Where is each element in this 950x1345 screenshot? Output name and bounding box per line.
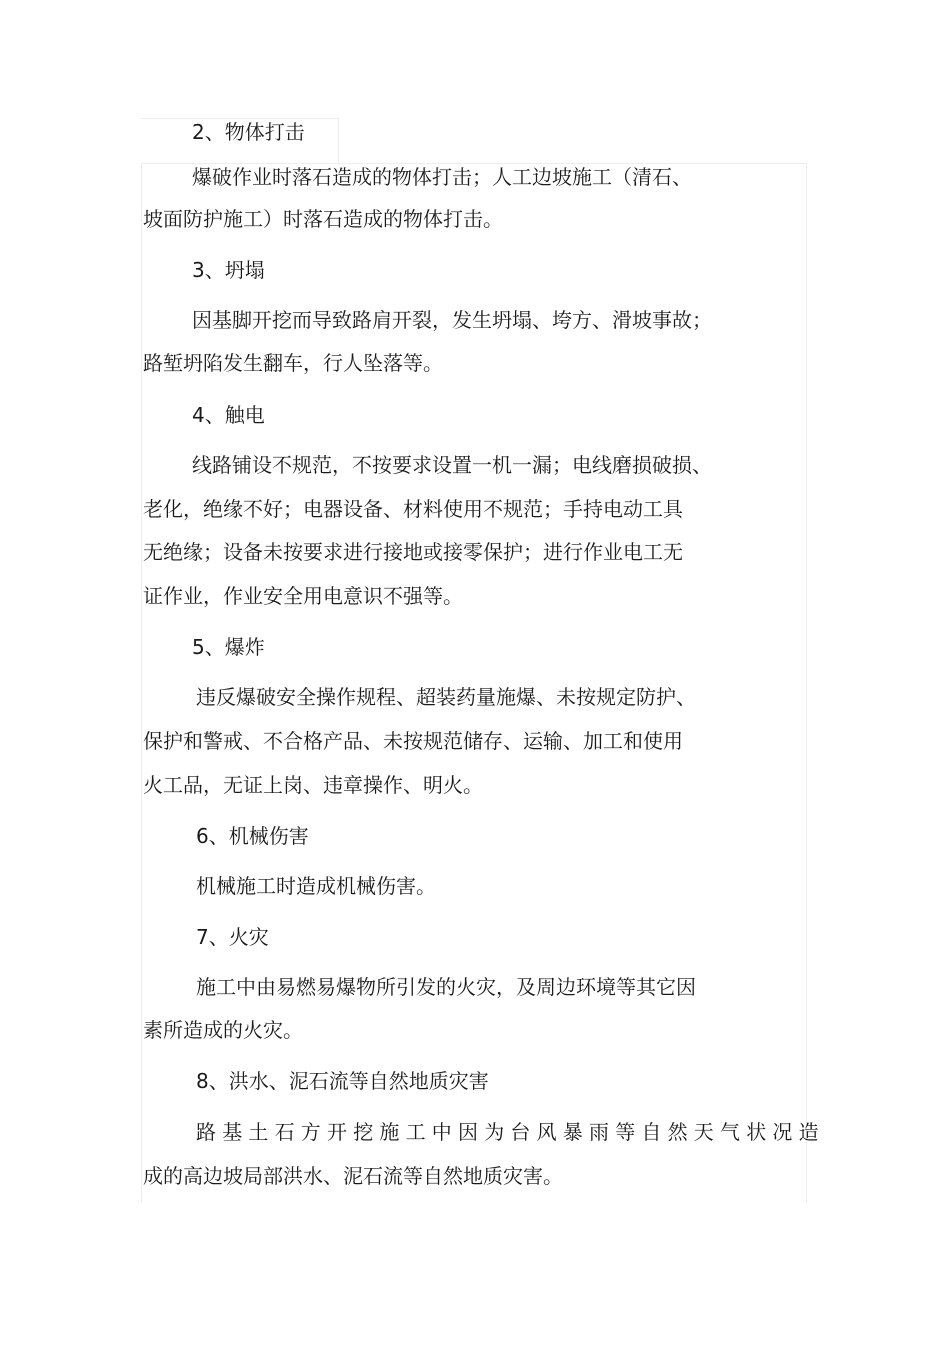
section-5-line-1: 违反爆破安全操作规程、超装药量施爆、未按规定防护、 — [196, 685, 696, 709]
section-3-line-1: 因基脚开挖而导致路肩开裂，发生坍塌、垮方、滑坡事故； — [192, 308, 712, 332]
section-7-line-2: 素所造成的火灾。 — [143, 1018, 303, 1042]
section-heading-7: 7、火灾 — [196, 925, 269, 949]
section-5-line-2: 保护和警戒、不合格产品、未按规范储存、运输、加工和使用 — [143, 729, 683, 753]
section-7-line-1: 施工中由易燃易爆物所引发的火灾，及周边环境等其它因 — [196, 975, 696, 999]
section-2-line-2: 坡面防护施工）时落石造成的物体打击。 — [143, 207, 503, 231]
section-5-line-3: 火工品，无证上岗、违章操作、明火。 — [143, 773, 483, 797]
section-heading-6: 6、机械伤害 — [196, 824, 309, 848]
section-8-line-1: 路基土石方开挖施工中因为台风暴雨等自然天气状况造 — [196, 1120, 825, 1144]
section-heading-3: 3、坍塌 — [192, 258, 265, 282]
section-4-line-3: 无绝缘；设备未按要求进行接地或接零保护；进行作业电工无 — [143, 540, 683, 564]
section-heading-2: 2、物体打击 — [192, 120, 305, 144]
section-heading-8: 8、洪水、泥石流等自然地质灾害 — [196, 1069, 489, 1093]
section-4-line-2: 老化，绝缘不好；电器设备、材料使用不规范；手持电动工具 — [143, 497, 683, 521]
section-8-line-2: 成的高边坡局部洪水、泥石流等自然地质灾害。 — [143, 1164, 563, 1188]
section-2-line-1: 爆破作业时落石造成的物体打击；人工边坡施工（清石、 — [192, 165, 692, 189]
section-4-line-4: 证作业，作业安全用电意识不强等。 — [143, 584, 463, 608]
section-heading-5: 5、爆炸 — [192, 635, 265, 659]
section-3-line-2: 路堑坍陷发生翻车，行人坠落等。 — [143, 351, 443, 375]
section-heading-4: 4、触电 — [192, 403, 265, 427]
section-4-line-1: 线路铺设不规范，不按要求设置一机一漏；电线磨损破损、 — [192, 453, 712, 477]
section-6-line-1: 机械施工时造成机械伤害。 — [196, 874, 436, 898]
